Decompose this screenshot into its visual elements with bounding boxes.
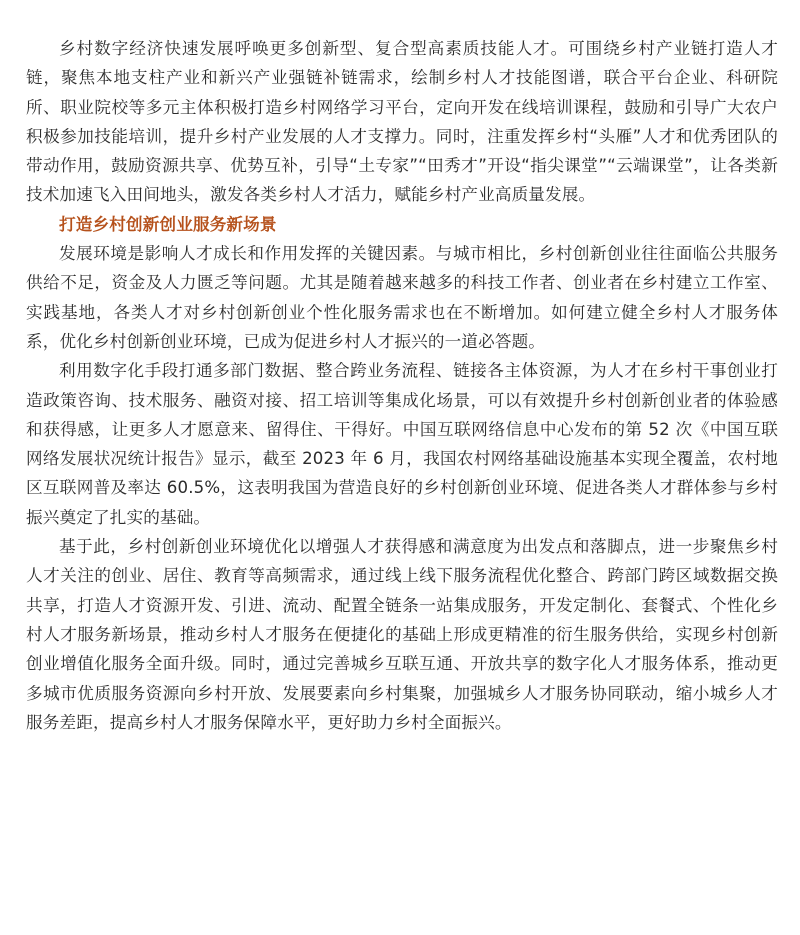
article-paragraph: 利用数字化手段打通多部门数据、整合跨业务流程、链接各主体资源，为人才在乡村干事创业打造政策咨询、技术服务、融资对接、招工培训等集成化场景，可以有效提升乡村创新创业者的体验感和获得感，让更多人才愿意来、留得住、干得好。中国互联网络信息中心发布的第 52 次《中国互联网络发展状况统计报告》显示，截至 2023 年 6 月，我国农村网络基础设施基本实现全覆盖，农村地区互联网普及率达 60.5%，这表明我国为营造良好的乡村创新创业环境、促进各类人才群体参与乡村振兴奠定了扎实的基础。 <box>26 361 778 527</box>
article-paragraph: 基于此，乡村创新创业环境优化以增强人才获得感和满意度为出发点和落脚点，进一步聚焦乡村人才关注的创业、居住、教育等高频需求，通过线上线下服务流程优化整合、跨部门跨区域数据交换共享，打造人才资源开发、引进、流动、配置全链条一站集成服务，开发定制化、套餐式、个性化乡村人才服务新场景，推动乡村人才服务在便捷化的基础上形成更精准的衍生服务供给，实现乡村创新创业增值化服务全面升级。同时，通过完善城乡互联互通、开放共享的数字化人才服务体系，推动更多城市优质服务资源向乡村开放、发展要素向乡村集聚，加强城乡人才服务协同联动，缩小城乡人才服务差距，提高乡村人才服务保障水平，更好助力乡村全面振兴。 <box>26 537 778 732</box>
article-paragraph: 发展环境是影响人才成长和作用发挥的关键因素。与城市相比，乡村创新创业往往面临公共服务供给不足，资金及人力匮乏等问题。尤其是随着越来越多的科技工作者、创业者在乡村建立工作室、实践基地，各类人才对乡村创新创业个性化服务需求也在不断增加。如何建立健全乡村人才服务体系，优化乡村创新创业环境，已成为促进乡村人才振兴的一道必答题。 <box>26 244 778 351</box>
section-heading: 打造乡村创新创业服务新场景 <box>59 214 277 234</box>
article-body <box>26 34 778 737</box>
article-paragraph: 乡村数字经济快速发展呼唤更多创新型、复合型高素质技能人才。可围绕乡村产业链打造人才链，聚焦本地支柱产业和新兴产业强链补链需求，绘制乡村人才技能图谱，联合平台企业、科研院所、职业院校等多元主体积极打造乡村网络学习平台，定向开发在线培训课程，鼓励和引导广大农户积极参加技能培训，提升乡村产业发展的人才支撑力。同时，注重发挥乡村“头雁”人才和优秀团队的带动作用，鼓励资源共享、优势互补，引导“土专家”“田秀才”开设“指尖课堂”“云端课堂”，让各类新技术加速飞入田间地头，激发各类乡村人才活力，赋能乡村产业高质量发展。 <box>26 39 778 205</box>
